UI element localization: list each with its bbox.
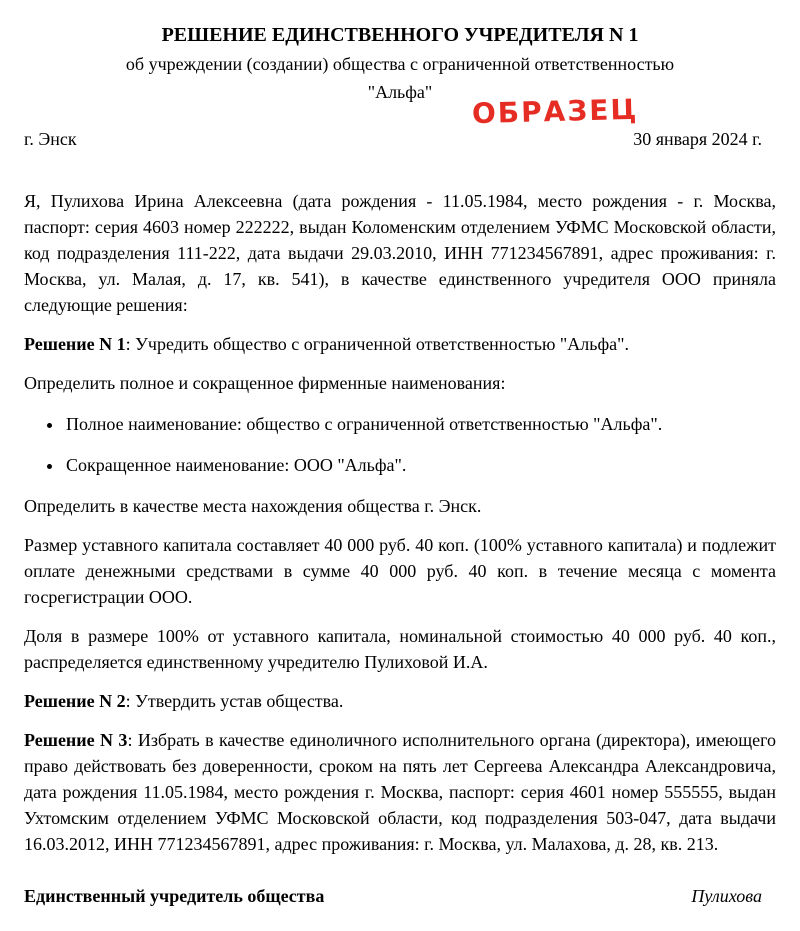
- sample-watermark: ОБРАЗЕЦ: [471, 92, 639, 131]
- paragraph-lead: Решение N 3: [24, 730, 128, 750]
- company-name: "Альфа": [367, 82, 433, 102]
- signer-role: Единственный учредитель общества: [24, 886, 325, 906]
- intro-paragraph: [24, 188, 776, 318]
- list-item-short-name: • Сокращенное наименование: ООО "Альфа".: [64, 452, 776, 478]
- paragraph-text: : Учредить общество с ограниченной ответственностью "Альфа".: [125, 334, 629, 354]
- paragraph-text: Доля в размере 100% от уставного капитала, номинальной стоимостью 40 000 руб. 40 коп., распределяется единственному учредителю Пулиховой И.А.: [24, 626, 776, 672]
- list-item-full-name: • Полное наименование: общество с ограниченной ответственностью "Альфа".: [64, 411, 776, 437]
- document-title: РЕШЕНИЕ ЕДИНСТВЕННОГО УЧРЕДИТЕЛЯ N 1: [161, 24, 639, 46]
- paragraph-text: : Избрать в качестве единоличного исполнительного органа (директора), имеющего право действовать без доверенности, сроком на пять лет Сергеева Александра Александровича, дата рождения 11.05.1984, место рождения г. Москва, паспорт: серия 4601 номер 555555, выдан Ухтомским отделением УФМС Московской области, код подразделения 503-047, дата выдачи 16.03.2012, ИНН 771234567891, адрес проживания: г. Москва, ул. Малахова, д. 28, кв. 213.: [24, 730, 776, 854]
- decision-3-paragraph: [24, 727, 776, 857]
- document-city: г. Энск: [24, 129, 77, 149]
- meta-row: [24, 128, 776, 150]
- decision-1-paragraph: [24, 331, 776, 357]
- capital-paragraph: [24, 532, 776, 610]
- location-paragraph: [24, 493, 776, 519]
- naming-list: [24, 411, 776, 478]
- paragraph-text: Я, Пулихова Ирина Алексеевна (дата рождения - 11.05.1984, место рождения - г. Москва, паспорт: серия 4603 номер 222222, выдан Коломенским отделением УФМС Московской области, код подразделения 111-222, дата выдачи 29.03.2010, ИНН 771234567891, адрес проживания: г. Москва, ул. Малая, д. 17, кв. 541), в качестве единственного учредителя ООО приняла следующие решения:: [24, 191, 776, 315]
- paragraph-text: Определить в качестве места нахождения общества г. Энск.: [24, 496, 482, 516]
- paragraph-text: : Утвердить устав общества.: [125, 691, 344, 711]
- document-body: [24, 188, 776, 857]
- paragraph-lead: Решение N 1: [24, 334, 126, 354]
- signature-row: [24, 883, 776, 909]
- decision-2-paragraph: [24, 688, 776, 714]
- paragraph-text: Определить полное и сокращенное фирменные наименования:: [24, 373, 506, 393]
- paragraph-lead: Решение N 2: [24, 691, 126, 711]
- document-subtitle: об учреждении (создании) общества с ограниченной ответственностью: [125, 54, 675, 74]
- signature: Пулихова: [691, 886, 762, 906]
- share-paragraph: [24, 623, 776, 675]
- naming-intro-paragraph: [24, 370, 776, 396]
- document-date: 30 января 2024 г.: [633, 129, 762, 149]
- paragraph-text: Размер уставного капитала составляет 40 000 руб. 40 коп. (100% уставного капитала) и подлежит оплате денежными средствами в сумме 40 000 руб. 40 коп. в течение месяца с момента госрегистрации ООО.: [24, 535, 776, 607]
